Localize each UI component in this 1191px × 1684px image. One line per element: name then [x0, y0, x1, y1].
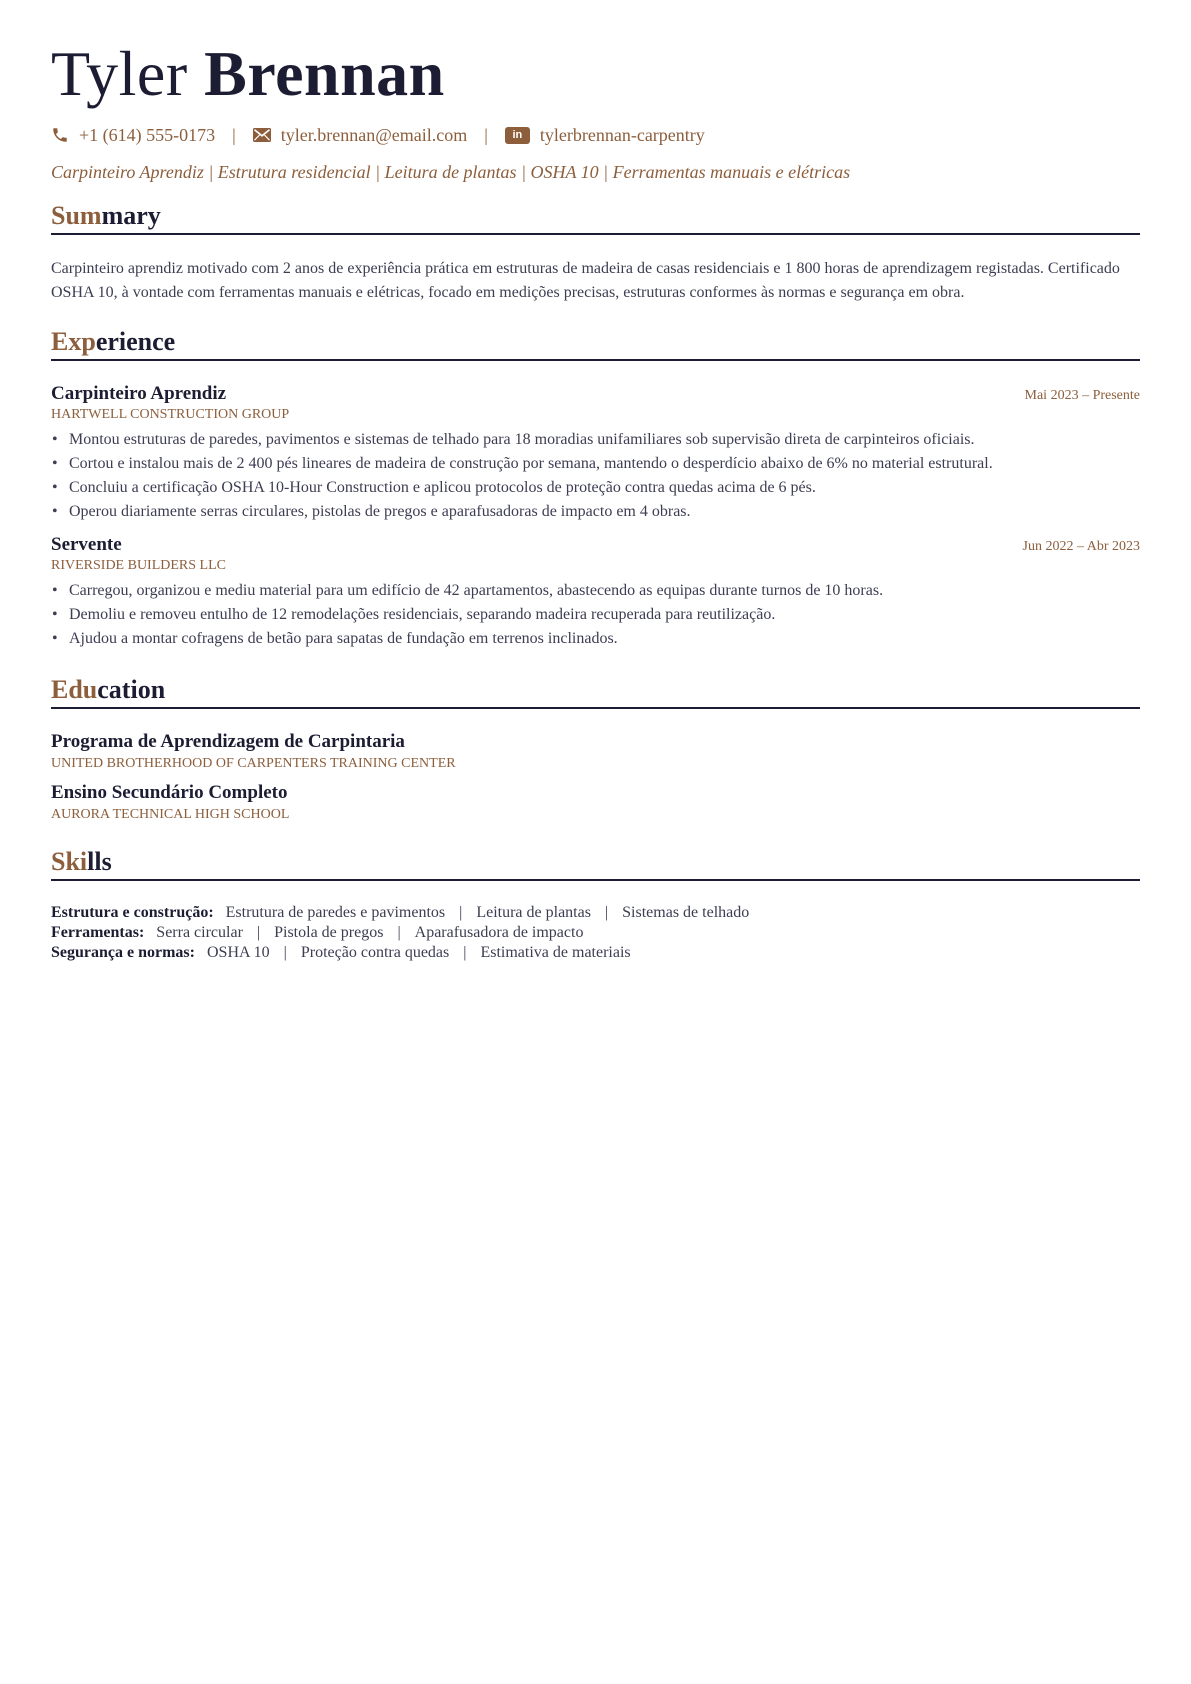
- section-title-skills: [51, 847, 1140, 881]
- headline-tagline: Carpinteiro Aprendiz | Estrutura residencial | Leitura de plantas | OSHA 10 | Ferramentas manuais e elétricas: [51, 162, 851, 182]
- section-title-education: [51, 675, 1140, 709]
- skill-separator: |: [256, 924, 261, 941]
- section-title-rest: erience: [95, 327, 176, 356]
- summary-paragraph: Carpinteiro aprendiz motivado com 2 anos de experiência prática em estruturas de madeira de casas residenciais e 1 800 horas de aprendizagem registadas. Certificado OSHA 10, à vontade com ferramentas manuais e elétricas, focado em medições precisas, estruturas conformes às normas e segurança em obra.: [51, 260, 1120, 301]
- first-name: Tyler: [51, 38, 188, 109]
- skill-item: Estimativa de materiais: [480, 944, 631, 961]
- skill-separator: |: [283, 944, 287, 961]
- skill-separator: |: [397, 924, 401, 941]
- skills-list: [51, 903, 1140, 963]
- bullet-item: • Cortou e instalou mais de 2 400 pés lineares de madeira de construção por semana, mantendo o desperdício abaixo de 6% no material estrutural.: [51, 452, 1140, 476]
- job-company: HARTWELL CONSTRUCTION GROUP: [51, 407, 290, 422]
- job-title: Servente: [51, 534, 122, 555]
- contact-row: [51, 124, 1140, 146]
- job-company: RIVERSIDE BUILDERS LLC: [51, 558, 226, 573]
- job-entry: [51, 534, 1140, 651]
- section-title-rest: mary: [101, 201, 161, 230]
- phone-item: [51, 125, 215, 146]
- skill-separator: |: [463, 944, 467, 961]
- section-title-accent: Ski: [51, 847, 88, 876]
- email-link[interactable]: tyler.brennan@email.com: [280, 124, 468, 145]
- bullet-item: • Ajudou a montar cofragens de betão para sapatas de fundação em terrenos inclinados.: [51, 627, 1140, 651]
- section-title-rest: cation: [97, 675, 166, 704]
- email-item: [253, 125, 468, 146]
- section-title-rest: lls: [87, 847, 112, 876]
- contact-separator: |: [484, 124, 488, 145]
- envelope-icon: [253, 128, 271, 142]
- skill-item: Proteção contra quedas: [300, 944, 450, 961]
- bullet-item: • Operou diariamente serras circulares, pistolas de pregos e aparafusadoras de impacto em 4 obras.: [51, 500, 1140, 524]
- skill-item: Sistemas de telhado: [622, 904, 750, 921]
- skill-item: Aparafusadora de impacto: [414, 924, 584, 941]
- job-title: Carpinteiro Aprendiz: [51, 383, 227, 404]
- skill-item: Estrutura de paredes e pavimentos: [225, 904, 446, 921]
- job-dates: Mai 2023 – Presente: [1024, 388, 1140, 403]
- school-name: UNITED BROTHERHOOD OF CARPENTERS TRAINING CENTER: [51, 756, 456, 771]
- skill-item: Leitura de plantas: [476, 904, 591, 921]
- linkedin-link[interactable]: tylerbrennan-carpentry: [539, 124, 705, 145]
- section-title-experience: [51, 327, 1140, 361]
- section-title-accent: Edu: [51, 675, 98, 704]
- bullet-item: • Carregou, organizou e mediu material para um edifício de 42 apartamentos, abastecendo as equipas durante turnos de 10 horas.: [51, 579, 1140, 603]
- skill-item: Serra circular: [156, 924, 243, 941]
- linkedin-item: [505, 125, 705, 146]
- skill-row: [51, 903, 1140, 923]
- last-name: Brennan: [204, 38, 445, 109]
- section-title-accent: Sum: [51, 201, 102, 230]
- degree-title: Ensino Secundário Completo: [51, 782, 288, 803]
- job-entry: [51, 383, 1140, 524]
- skill-row: [51, 943, 1140, 963]
- phone-number[interactable]: +1 (614) 555-0173: [79, 124, 216, 145]
- section-title-summary: [51, 201, 1140, 235]
- skill-separator: |: [604, 904, 609, 921]
- school-name: AURORA TECHNICAL HIGH SCHOOL: [51, 807, 290, 822]
- phone-icon: [51, 126, 69, 144]
- skill-category-label: Segurança e normas:: [51, 944, 195, 961]
- bullet-item: • Montou estruturas de paredes, pavimentos e sistemas de telhado para 18 moradias unifamiliares sob supervisão direta de carpinteiros oficiais.: [51, 428, 1140, 452]
- job-bullets: [51, 579, 1140, 651]
- job-dates: Jun 2022 – Abr 2023: [1022, 539, 1140, 554]
- skill-item: OSHA 10: [206, 944, 270, 961]
- job-bullets: [51, 428, 1140, 524]
- skill-separator: |: [459, 904, 463, 921]
- linkedin-icon: in: [505, 127, 530, 144]
- skill-category-label: Ferramentas:: [51, 924, 145, 941]
- bullet-item: • Concluiu a certificação OSHA 10-Hour Construction e aplicou protocolos de proteção contra quedas acima de 6 pés.: [51, 476, 1140, 500]
- candidate-name: [51, 0, 1140, 109]
- education-entry: [51, 731, 1140, 772]
- skill-category-label: Estrutura e construção:: [51, 904, 214, 921]
- section-title-accent: Exp: [51, 327, 96, 356]
- contact-separator: |: [232, 124, 236, 145]
- bullet-item: • Demoliu e removeu entulho de 12 remodelações residenciais, separando madeira recuperada para reutilização.: [51, 603, 1140, 627]
- degree-title: Programa de Aprendizagem de Carpintaria: [51, 731, 405, 752]
- skill-item: Pistola de pregos: [274, 924, 384, 941]
- education-entry: [51, 782, 1140, 823]
- skill-row: [51, 923, 1140, 943]
